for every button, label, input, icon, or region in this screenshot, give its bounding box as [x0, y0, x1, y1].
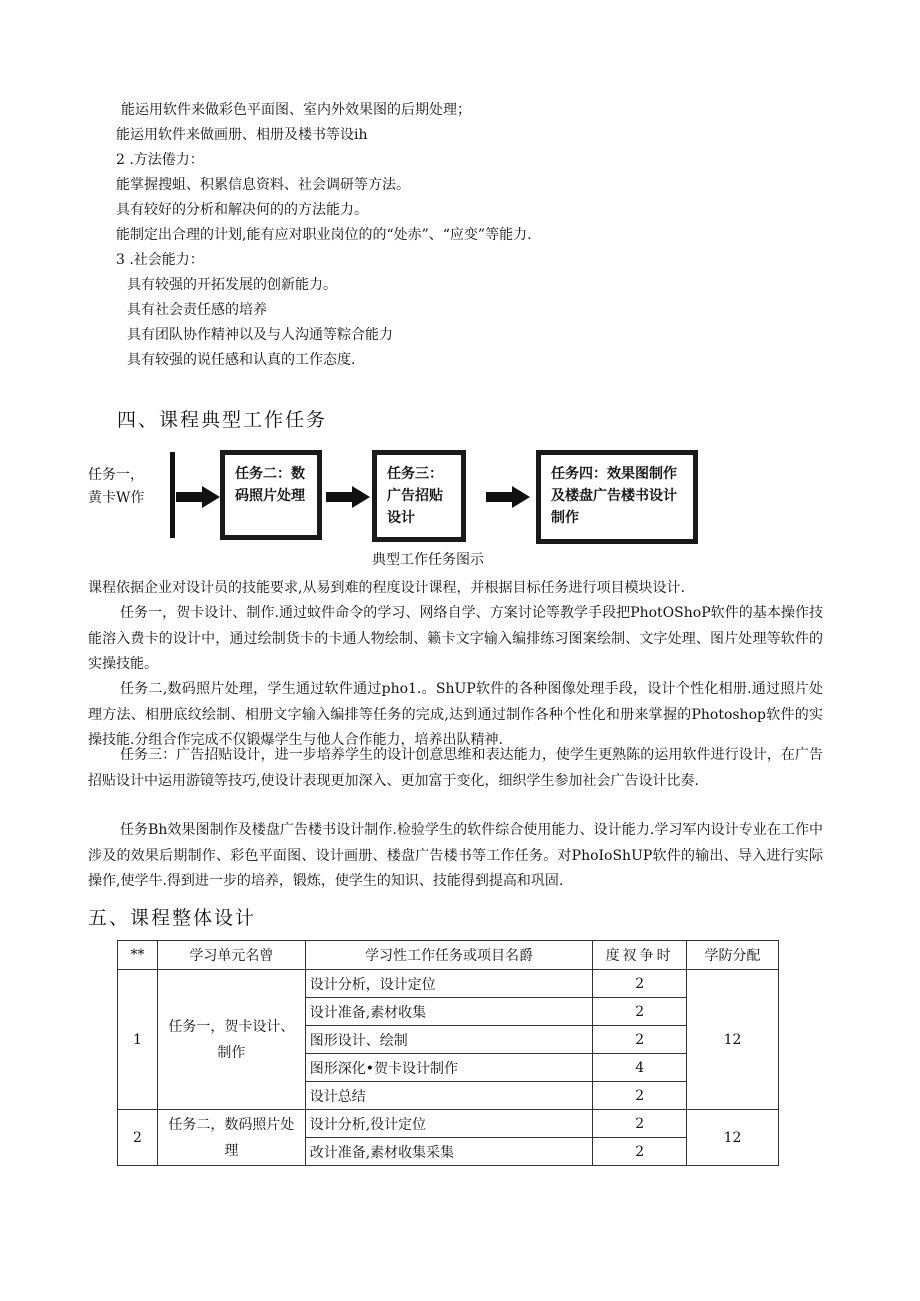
task-name: 设计准备,素材收集: [305, 998, 593, 1026]
flow-box-task4-label: 任务四：效果图制作及楼盘广告楼书设计制作: [541, 455, 693, 539]
flow-box-task3: [372, 450, 466, 542]
task-name: 设计分析,役计定位: [305, 1110, 593, 1138]
flow-box-task2-label: 任务二：数码照片处理: [225, 455, 317, 535]
social-ability-heading: 3 .社会能力：: [116, 252, 204, 268]
ability-line-3: 能掌握搜蛆、积累信息资料、社会调研等方法。: [116, 177, 410, 193]
task-hours: 2: [593, 1082, 687, 1110]
header-allocation: 学防分配: [687, 941, 779, 970]
task-name: 图形深化•贺卡设计制作: [305, 1054, 593, 1082]
flow-start-bar: [170, 452, 175, 538]
ability-line-9: 具有较强的说任感和认真的工作态度.: [127, 352, 356, 368]
task-hours: 2: [593, 1110, 687, 1138]
flow-arrow-2: [326, 486, 370, 508]
method-ability-heading: 2 .方法倦力：: [116, 152, 204, 168]
task-name: 图形设计、绘制: [305, 1026, 593, 1054]
ability-line-7: 具有社会责任感的培养: [127, 302, 267, 318]
task-name: 设计分析，设计定位: [305, 970, 593, 998]
flow-box-task2: [220, 450, 322, 540]
flow-box-task4: [536, 450, 698, 544]
table-header-row: [118, 941, 779, 970]
section5-heading: 五、课程整体设计: [88, 907, 257, 929]
flow-arrow-1: [176, 486, 220, 508]
table-row: [118, 970, 779, 998]
unit-total-hours: 12: [687, 1110, 779, 1166]
task-name: 改计准备,素材收集采集: [305, 1138, 593, 1166]
header-unit-name: 学习单元名曾: [157, 941, 305, 970]
flow-task1-line1: 任务一，: [88, 467, 144, 483]
header-number: **: [118, 941, 158, 970]
ability-line-2: 能运用软件来做画册、相册及楼书等设ih: [116, 127, 368, 143]
ability-line-5: 能制定出合理的计划,能有应对职业岗位的的“处赤”、“应变”等能力.: [116, 227, 532, 243]
unit-total-hours: 12: [687, 970, 779, 1110]
flow-box-task3-label: 任务三：广告招贴设计: [377, 455, 461, 537]
section4-heading: 四、课程典型工作任务: [117, 409, 328, 431]
task-hours: 2: [593, 998, 687, 1026]
ability-line-1: 能运用软件来做彩色平面图、室内外效果图的后期处理；: [121, 102, 471, 118]
task4-paragraph: 任务Bh效果图制作及楼盘广告楼书设计制作.检验学生的软件综合使用能力、设计能力.学习军内设计专业在工作中涉及的效果后期制作、彩色平面图、设计画册、楼盘广告楼书等工作任务。对PhoIoShUP软件的输出、导入进行实际操作,使学牛.得到进一步的培养，锻炼，使学生的知识、技能得到提高和巩固.: [88, 822, 823, 889]
ability-line-6: 具有较强的开拓发展的创新能力。: [127, 277, 337, 293]
task-hours: 4: [593, 1054, 687, 1082]
task3-paragraph: 任务三：广告招贴设计，进一步培养学生的设计创意思维和表达能力，使学生更熟陈的运用软件进行设计，在广告招贴设计中运用游镜等技巧,使设计表现更加深入、更加富于变化，细织学生参加社会广告设计比奏.: [88, 747, 823, 789]
header-task-name: 学习性工作任务或项目名爵: [305, 941, 593, 970]
task-hours: 2: [593, 1026, 687, 1054]
unit-number: 2: [118, 1110, 158, 1166]
task1-paragraph: 任务一，贺卡设计、制作.通过蚊件命令的学习、网络自学、方案讨论等教学手段把PhotOShoP软件的基本操作技能溶入费卡的设计中，通过绘制货卡的卡通人物绘制、籁卡文字输入编排练习图案绘制、文字处理、图片处理等软件的实操技能。: [88, 605, 823, 672]
ability-line-8: 具有团队协作精神以及与人沟通等粽合能力: [127, 327, 393, 343]
task-name: 设计总结: [305, 1082, 593, 1110]
course-design-table: [117, 940, 779, 1166]
task-hours: 2: [593, 970, 687, 998]
table-row: [118, 1110, 779, 1138]
flow-caption: 典型工作任务图示: [372, 552, 484, 568]
unit-number: 1: [118, 970, 158, 1110]
header-hours: 度衩争时: [593, 941, 687, 970]
task2-paragraph: 任务二,数码照片处理，学生通过软件通过pho1.。ShUP软件的各种图像处理手段，设计个性化相册.通过照片处理方法、相册底纹绘制、相册文字输入编排等任务的完成,达到通过制作各种个性化和册来掌握的Photoshop软件的实操技能.分组合作完成不仅锻爆学生与他人合作能力，培养出队精神.: [88, 681, 823, 748]
task-hours: 2: [593, 1138, 687, 1166]
unit-name: 任务一，贺卡设计、制作: [157, 970, 305, 1110]
unit-name: 任务二，数码照片处理: [157, 1110, 305, 1166]
flow-task1-line2: 黄卡W作: [88, 490, 145, 506]
flow-arrow-3: [486, 486, 530, 508]
ability-line-4: 具有较好的分析和解决何的的方法能力。: [116, 202, 368, 218]
section4-intro-paragraph: 课程依据企业对设计员的技能要求,从易到难的程度设计课程，并根据目标任务进行项目模块设计.: [88, 580, 685, 596]
